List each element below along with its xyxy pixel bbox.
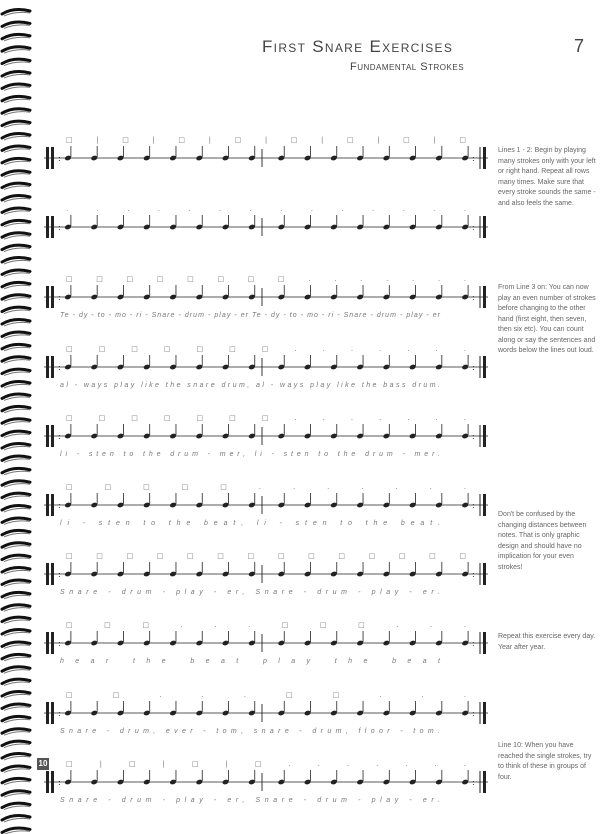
percussion-clef-icon <box>46 147 49 169</box>
note <box>64 424 72 439</box>
note <box>117 355 125 370</box>
note <box>330 770 338 785</box>
repeat-dots-icon: : <box>472 639 475 648</box>
note <box>196 146 204 161</box>
page-number: 7 <box>574 36 585 56</box>
note <box>383 285 391 300</box>
note <box>90 146 98 161</box>
note <box>461 285 469 300</box>
note <box>461 424 469 439</box>
note <box>383 631 391 646</box>
sticking-markers: □□...□□... <box>66 691 466 699</box>
note <box>383 215 391 230</box>
note <box>330 701 338 716</box>
note <box>435 701 443 716</box>
percussion-clef-icon <box>51 147 54 169</box>
note <box>461 770 469 785</box>
sticking-markers: □□□□□□□....... <box>66 414 467 422</box>
percussion-clef-icon <box>51 425 54 447</box>
repeat-dots-icon: : <box>58 432 61 441</box>
final-barline <box>483 286 486 308</box>
note <box>304 424 312 439</box>
note <box>248 770 256 785</box>
note <box>278 215 286 230</box>
note <box>248 215 256 230</box>
note <box>169 355 177 370</box>
note <box>143 146 151 161</box>
note <box>356 285 364 300</box>
final-barline <box>483 702 486 724</box>
repeat-dots-icon: : <box>58 709 61 718</box>
note <box>222 493 230 508</box>
note <box>222 146 230 161</box>
note <box>90 493 98 508</box>
percussion-clef-icon <box>46 771 49 793</box>
repeat-dots-icon: : <box>58 154 61 163</box>
note <box>356 215 364 230</box>
note <box>304 770 312 785</box>
note <box>461 215 469 230</box>
note <box>330 424 338 439</box>
note <box>90 562 98 577</box>
note <box>143 770 151 785</box>
note <box>356 146 364 161</box>
note <box>356 770 364 785</box>
side-note-lines-1-2: Lines 1 - 2: Begin by playing many strokes only with your left or right hand. Repeat all rows many times. Make sure that every stroke sounds the same - and also feels the same. <box>498 147 596 207</box>
note <box>304 493 312 508</box>
note <box>435 215 443 230</box>
note <box>117 770 125 785</box>
note <box>409 562 417 577</box>
repeat-dots-icon: : <box>472 778 475 787</box>
note <box>304 215 312 230</box>
staff-system <box>44 275 488 319</box>
note <box>64 631 72 646</box>
note <box>304 146 312 161</box>
note <box>143 285 151 300</box>
note <box>248 355 256 370</box>
note <box>117 562 125 577</box>
final-barline <box>483 632 486 654</box>
note <box>248 493 256 508</box>
sticking-markers: □|□|□|□....... <box>66 760 467 768</box>
note <box>356 424 364 439</box>
staff-system <box>44 483 488 527</box>
note <box>248 631 256 646</box>
lyric-line: al - ways play like the snare drum, al - ways play like the bass drum. <box>60 382 441 389</box>
note <box>383 493 391 508</box>
percussion-clef-icon <box>51 702 54 724</box>
note <box>304 355 312 370</box>
note <box>143 424 151 439</box>
note <box>64 562 72 577</box>
final-barline <box>483 425 486 447</box>
page-title: First Snare Exercises <box>262 37 454 56</box>
note <box>117 701 125 716</box>
note <box>330 285 338 300</box>
percussion-clef-icon <box>46 286 49 308</box>
percussion-clef-icon <box>46 702 49 724</box>
note <box>196 355 204 370</box>
percussion-clef-icon <box>51 563 54 585</box>
note <box>90 701 98 716</box>
note <box>64 355 72 370</box>
repeat-dots-icon: : <box>58 639 61 648</box>
note <box>64 493 72 508</box>
staff-system <box>44 760 488 804</box>
note <box>435 355 443 370</box>
note <box>356 562 364 577</box>
lyric-line: li - sten to the drum - mer, li - sten to the drum - mer. <box>60 451 441 458</box>
percussion-clef-icon <box>46 494 49 516</box>
note <box>222 770 230 785</box>
note <box>330 215 338 230</box>
note <box>90 355 98 370</box>
note <box>169 146 177 161</box>
staff-system <box>44 414 488 458</box>
note <box>248 146 256 161</box>
percussion-clef-icon <box>46 356 49 378</box>
note <box>278 770 286 785</box>
final-barline <box>483 494 486 516</box>
note <box>143 701 151 716</box>
percussion-clef-icon <box>46 425 49 447</box>
final-barline <box>483 356 486 378</box>
note <box>356 631 364 646</box>
note <box>304 631 312 646</box>
note <box>409 701 417 716</box>
repeat-dots-icon: : <box>472 154 475 163</box>
percussion-clef-icon <box>46 216 49 238</box>
note <box>117 631 125 646</box>
lyric-line: Snare - drum, ever - tom, snare - drum, floor - tom. <box>60 728 441 735</box>
note <box>64 146 72 161</box>
note <box>461 146 469 161</box>
note <box>169 701 177 716</box>
note <box>383 424 391 439</box>
repeat-dots-icon: : <box>58 363 61 372</box>
note <box>409 631 417 646</box>
sticking-markers: □□□□□....... <box>66 483 466 491</box>
sticking-markers: □|□|□|□|□|□|□|□ <box>66 136 466 144</box>
note <box>248 701 256 716</box>
note <box>222 562 230 577</box>
lyric-line: hear the beat play the beat <box>60 658 441 665</box>
note <box>304 562 312 577</box>
repeat-dots-icon: : <box>472 709 475 718</box>
staff-system <box>44 621 488 665</box>
exercise-number-badge: 10 <box>38 759 48 768</box>
sticking-markers: □□□...□□□... <box>66 621 466 629</box>
note <box>409 215 417 230</box>
note <box>409 285 417 300</box>
note <box>248 285 256 300</box>
note <box>169 285 177 300</box>
note <box>196 701 204 716</box>
note <box>64 770 72 785</box>
note <box>196 631 204 646</box>
note <box>435 631 443 646</box>
sticking-markers: .............. <box>66 205 466 213</box>
note <box>169 631 177 646</box>
note <box>143 562 151 577</box>
note <box>90 631 98 646</box>
note <box>117 146 125 161</box>
note <box>169 562 177 577</box>
staff-system <box>44 205 488 238</box>
percussion-clef-icon <box>51 771 54 793</box>
note <box>304 285 312 300</box>
lyric-line: Te - dy - to - mo - ri - Snare - drum - play - er Te - dy - to - mo - ri - Snare - drum - play - er <box>60 312 441 319</box>
note <box>409 770 417 785</box>
note <box>330 493 338 508</box>
side-note-line-10: Line 10: When you have reached the single strokes, try to think of these in groups of four. <box>498 742 592 781</box>
note <box>278 493 286 508</box>
repeat-dots-icon: : <box>58 501 61 510</box>
note <box>330 146 338 161</box>
side-note-distances: Don't be confused by the changing distances between notes. That is only graphic design and should have no implication for your even strokes! <box>498 511 587 571</box>
note <box>143 215 151 230</box>
note <box>409 146 417 161</box>
note <box>330 355 338 370</box>
note <box>248 562 256 577</box>
sticking-markers: □□□□□□□□....... <box>66 275 466 283</box>
note <box>435 146 443 161</box>
staff-system <box>44 552 488 596</box>
note <box>461 631 469 646</box>
note <box>278 701 286 716</box>
note <box>278 424 286 439</box>
note <box>169 493 177 508</box>
percussion-clef-icon <box>46 563 49 585</box>
note <box>196 562 204 577</box>
sticking-markers: □□□□□□□□□□□□□□ <box>66 552 466 560</box>
staff-system <box>44 136 488 169</box>
repeat-dots-icon: : <box>472 501 475 510</box>
final-barline <box>483 216 486 238</box>
note <box>90 215 98 230</box>
note <box>143 355 151 370</box>
final-barline <box>483 563 486 585</box>
note <box>461 493 469 508</box>
note <box>304 701 312 716</box>
note <box>90 424 98 439</box>
note <box>222 701 230 716</box>
sticking-markers: □□□□□□□....... <box>66 345 467 353</box>
repeat-dots-icon: : <box>58 570 61 579</box>
staff-system <box>44 345 488 389</box>
percussion-clef-icon <box>51 356 54 378</box>
repeat-dots-icon: : <box>58 293 61 302</box>
note <box>169 770 177 785</box>
note <box>356 493 364 508</box>
note <box>356 355 364 370</box>
percussion-clef-icon <box>51 494 54 516</box>
page-subtitle: Fundamental Strokes <box>350 61 465 73</box>
staff-system <box>44 691 488 735</box>
note <box>409 355 417 370</box>
note <box>383 770 391 785</box>
side-note-repeat: Repeat this exercise every day. Year after year. <box>498 633 596 651</box>
note <box>383 146 391 161</box>
note <box>169 424 177 439</box>
note <box>461 701 469 716</box>
note <box>409 493 417 508</box>
lyric-line: li - sten to the beat, li - sten to the beat. <box>60 520 441 527</box>
note <box>169 215 177 230</box>
note <box>196 770 204 785</box>
note <box>90 770 98 785</box>
note <box>435 424 443 439</box>
note <box>383 355 391 370</box>
final-barline <box>483 771 486 793</box>
note <box>435 562 443 577</box>
note <box>222 355 230 370</box>
note <box>222 215 230 230</box>
percussion-clef-icon <box>51 632 54 654</box>
note <box>196 493 204 508</box>
note <box>330 562 338 577</box>
note <box>278 562 286 577</box>
note <box>64 701 72 716</box>
note <box>143 493 151 508</box>
note <box>383 701 391 716</box>
note <box>117 285 125 300</box>
note <box>90 285 98 300</box>
note <box>461 562 469 577</box>
repeat-dots-icon: : <box>472 223 475 232</box>
lyric-line: Snare - drum - play - er, Snare - drum - play - er. <box>60 797 441 804</box>
note <box>330 631 338 646</box>
note <box>222 285 230 300</box>
repeat-dots-icon: : <box>472 293 475 302</box>
note <box>222 631 230 646</box>
note <box>383 562 391 577</box>
percussion-clef-icon <box>51 216 54 238</box>
note <box>435 493 443 508</box>
note <box>196 215 204 230</box>
repeat-dots-icon: : <box>472 363 475 372</box>
note <box>461 355 469 370</box>
note <box>435 285 443 300</box>
lyric-line: Snare - drum - play - er, Snare - drum - play - er. <box>60 589 441 596</box>
note <box>222 424 230 439</box>
note <box>64 215 72 230</box>
note <box>117 215 125 230</box>
note <box>356 701 364 716</box>
note <box>278 146 286 161</box>
repeat-dots-icon: : <box>472 570 475 579</box>
repeat-dots-icon: : <box>58 223 61 232</box>
repeat-dots-icon: : <box>58 778 61 787</box>
note <box>196 285 204 300</box>
final-barline <box>483 147 486 169</box>
note <box>143 631 151 646</box>
note <box>409 424 417 439</box>
note <box>248 424 256 439</box>
note <box>435 770 443 785</box>
percussion-clef-icon <box>46 632 49 654</box>
note <box>278 285 286 300</box>
note <box>278 355 286 370</box>
note <box>278 631 286 646</box>
side-note-line-3: From Line 3 on: You can now play an even number of strokes before changing to the other hand (first eight, then seven, then six etc). You can count along or say the sentences and words below the lines out loud. <box>498 284 596 354</box>
note <box>196 424 204 439</box>
note <box>117 493 125 508</box>
repeat-dots-icon: : <box>472 432 475 441</box>
note <box>117 424 125 439</box>
percussion-clef-icon <box>51 286 54 308</box>
note <box>64 285 72 300</box>
